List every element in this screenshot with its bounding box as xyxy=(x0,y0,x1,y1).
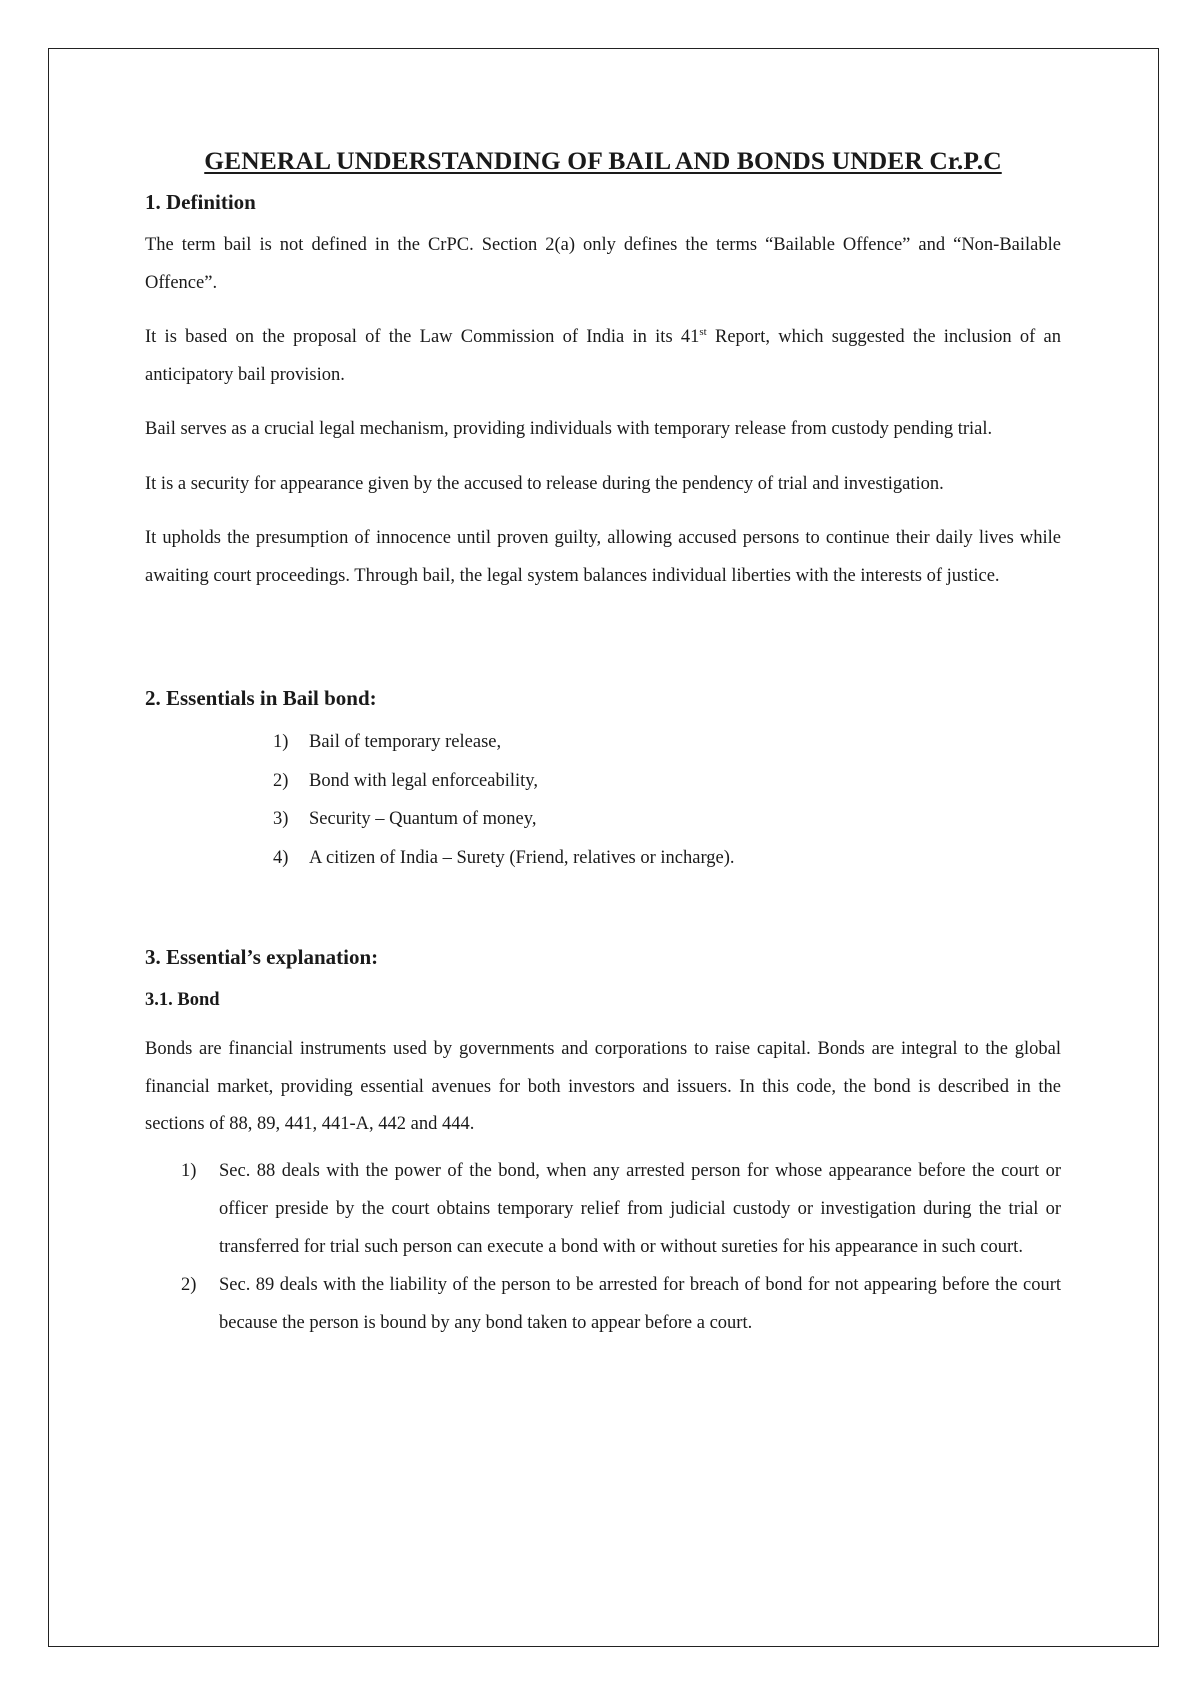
bond-sections-list xyxy=(145,1152,1061,1343)
list-item-number: 2) xyxy=(181,1275,197,1296)
section-heading-explanation: 3. Essential’s explanation: xyxy=(145,945,379,969)
list-item-number: 3) xyxy=(273,809,289,829)
list-item xyxy=(181,1266,1061,1342)
bond-paragraph-1: Bonds are financial instruments used by governments and corporations to raise capital. Bonds are integral to the global financial market, providing essential avenues for both investors and issuers. In this code, the bond is described in the sections of 88, 89, 441, 441-A, 442 and 444. xyxy=(145,1039,1061,1134)
list-item xyxy=(273,762,1061,801)
list-item-text: Bail of temporary release, xyxy=(309,732,502,752)
section-heading-definition: 1. Definition xyxy=(145,190,256,214)
list-item xyxy=(273,839,1061,878)
list-item-text: A citizen of India – Surety (Friend, relatives or incharge). xyxy=(309,847,735,868)
definition-paragraph-2-text-b: Report, which suggested the inclusion of an anticipatory bail provision. xyxy=(145,327,1062,385)
list-item xyxy=(273,723,1061,762)
list-item-number: 2) xyxy=(273,770,289,791)
document-body xyxy=(145,146,1061,1343)
list-item-text: Bond with legal enforceability, xyxy=(309,770,538,791)
subsection-heading-bond: 3.1. Bond xyxy=(145,990,220,1010)
section-heading-essentials: 2. Essentials in Bail bond: xyxy=(145,686,377,710)
definition-paragraph-2 xyxy=(145,319,1061,394)
definition-paragraph-3: Bail serves as a crucial legal mechanism, providing individuals with temporary release from custody pending trial. xyxy=(145,419,993,439)
list-item-text: Sec. 88 deals with the power of the bond, when any arrested person for whose appearance before the court or officer preside by the court obtains temporary relief from judicial custody or investigation during the trial or transferred for trial such person can execute a bond with or without sureties for his appearance in such court. xyxy=(219,1160,1061,1257)
definition-paragraph-5: It upholds the presumption of innocence until proven guilty, allowing accused persons to continue their daily lives while awaiting court proceedings. Through bail, the legal system balances individual liberties with the interests of justice. xyxy=(145,528,1061,586)
document-title: GENERAL UNDERSTANDING OF BAIL AND BONDS UNDER Cr.P.C xyxy=(204,146,1002,175)
list-item-text: Security – Quantum of money, xyxy=(309,809,537,829)
definition-paragraph-4: It is a security for appearance given by the accused to release during the pendency of trial and investigation. xyxy=(145,473,944,494)
ordinal-suffix: st xyxy=(699,325,707,338)
list-item-text: Sec. 89 deals with the liability of the person to be arrested for breach of bond for not appearing before the court because the person is bound by any bond taken to appear before a court. xyxy=(219,1275,1061,1334)
definition-paragraph-2-text-a: It is based on the proposal of the Law Commission of India in its 41 xyxy=(145,327,700,347)
essentials-list xyxy=(145,723,1061,877)
list-item xyxy=(273,800,1061,839)
list-item-number: 1) xyxy=(181,1160,197,1181)
definition-paragraph-1: The term bail is not defined in the CrPC. Section 2(a) only defines the terms “Bailable Offence” and “Non-Bailable Offence”. xyxy=(145,235,1061,293)
list-item xyxy=(181,1152,1061,1267)
list-item-number: 1) xyxy=(273,732,289,752)
list-item-number: 4) xyxy=(273,847,289,868)
